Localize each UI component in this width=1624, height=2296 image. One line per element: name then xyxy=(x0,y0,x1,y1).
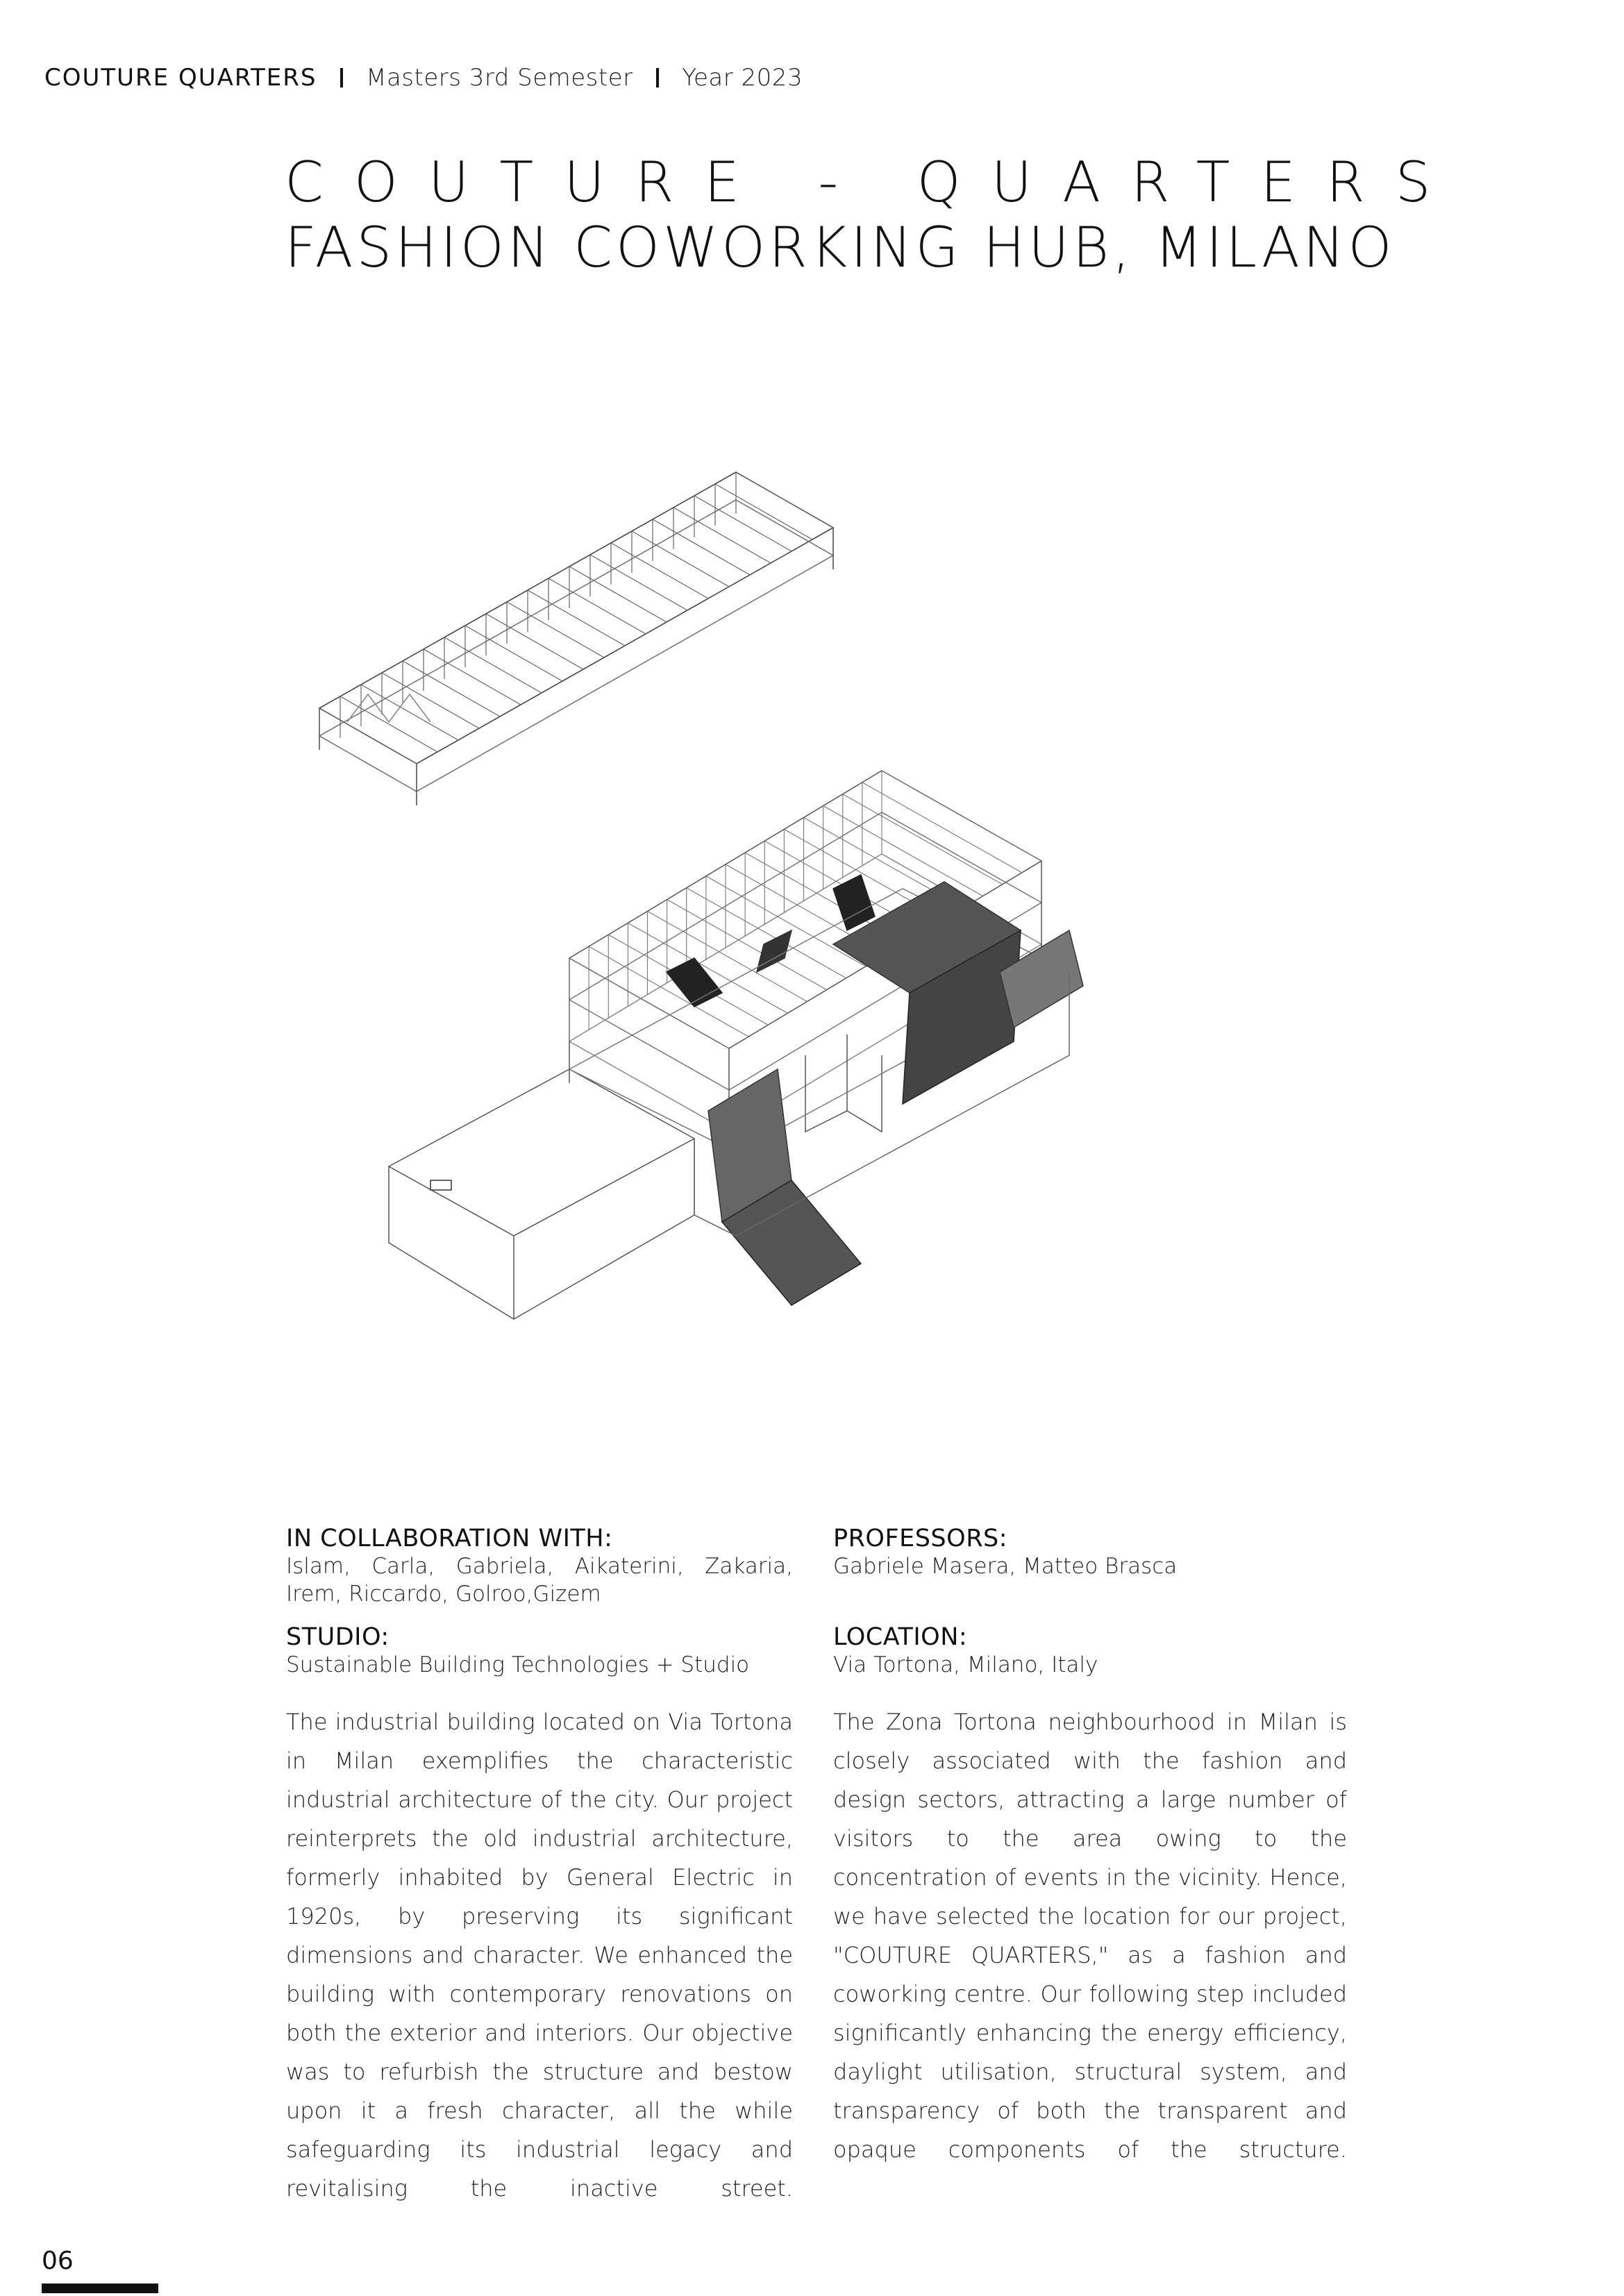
header-project: COUTURE QUARTERS xyxy=(44,64,317,92)
location-label: LOCATION: xyxy=(833,1623,968,1651)
description-right-paragraph: The Zona Tortona neighbourhood in Milan is closely associated with the fashion and design sectors, attracting a large number of visitors to the area owing to the concentration of events in the vicinity. Hence, we have selected the location for our project, "COUTURE QUARTERS," as a fashion and coworking centre. Our following step included significantly enhancing the energy efficiency, daylight utilisation, structural system, and transparency of both the transparent and opaque components of the structure. xyxy=(833,1709,1347,2163)
header-year: Year 2023 xyxy=(682,64,803,92)
header-separator xyxy=(340,68,343,87)
axonometric-drawings xyxy=(305,444,1389,1451)
page-title xyxy=(285,150,1462,280)
page-number: 06 xyxy=(42,2247,74,2275)
credits-right-column xyxy=(833,1525,1347,2169)
collaboration-label: IN COLLABORATION WITH: xyxy=(286,1525,613,1552)
page-number-bar xyxy=(42,2284,158,2293)
title-line-2: FASHION COWORKING HUB, MILANO xyxy=(285,215,1396,280)
studio-label: STUDIO: xyxy=(286,1623,390,1651)
structural-frame-axonometric xyxy=(319,472,833,805)
collaboration-value: Islam, Carla, Gabriela, Aikaterini, Zakaria, Irem, Riccardo, Golroo,Gizem xyxy=(286,1554,793,1607)
running-header xyxy=(44,64,803,92)
professors-label: PROFESSORS: xyxy=(833,1525,1008,1552)
renovated-exterior-axonometric xyxy=(389,882,1083,1319)
professors-value: Gabriele Masera, Matteo Brasca xyxy=(833,1554,1178,1579)
description-left-paragraph: The industrial building located on Via Tortona in Milan exemplifies the characteristic industrial architecture of the city. Our project reinterprets the old industrial architecture, formerly inhabited by General Electric in 1920s, by preserving its significant dimensions and character. We enhanced the building with contemporary renovations on both the exterior and interiors. Our objective was to refurbish the structure and bestow upon it a fresh character, all the while safeguarding its industrial legacy and revitalising the inactive street. xyxy=(286,1709,793,2202)
title-line-1: COUTURE - QUARTERS xyxy=(285,150,1462,215)
credits-left-column xyxy=(286,1525,793,2208)
header-semester: Masters 3rd Semester xyxy=(366,64,633,92)
location-value: Via Tortona, Milano, Italy xyxy=(833,1652,1098,1677)
header-separator xyxy=(656,68,659,87)
studio-value: Sustainable Building Technologies + Studio xyxy=(286,1652,750,1677)
